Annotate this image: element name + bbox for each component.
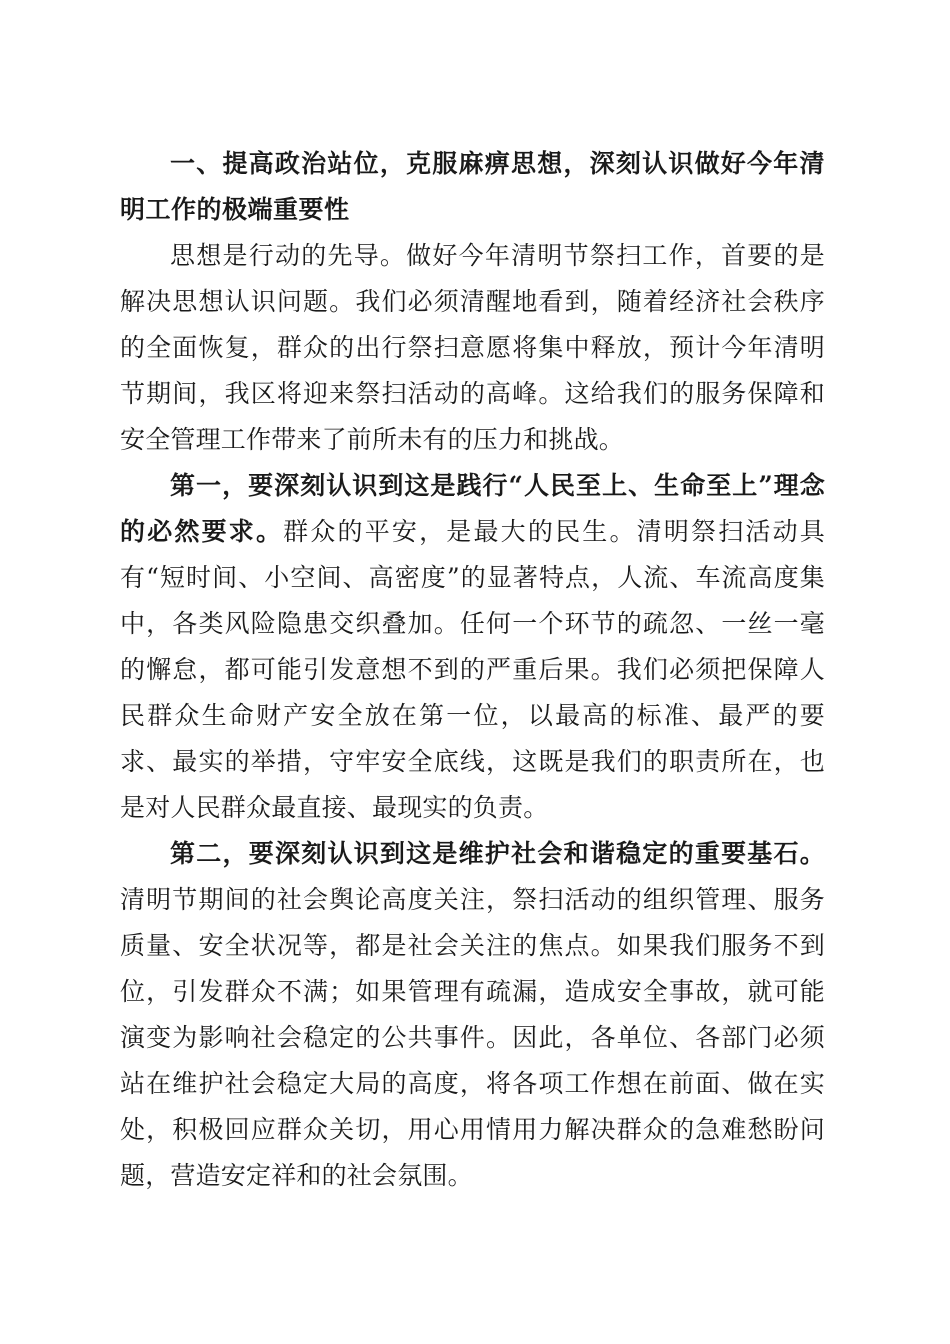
paragraph-second-point — [120, 831, 825, 1199]
document-body — [120, 141, 825, 1199]
paragraph-text: 群众的平安，是最大的民生。清明祭扫活动具有“短时间、小空间、高密度”的显著特点，人流、车流高度集中，各类风险隐患交织叠加。任何一个环节的疏忽、一丝一毫的懈怠，都可能引发意想不到的严重后果。我们必须把保障人民群众生命财产安全放在第一位，以最高的标准、最严的要求、最实的举措，守牢安全底线，这既是我们的职责所在，也是对人民群众最直接、最现实的负责。 — [120, 517, 825, 822]
paragraph-text: 清明节期间的社会舆论高度关注，祭扫活动的组织管理、服务质量、安全状况等，都是社会关注的焦点。如果我们服务不到位，引发群众不满；如果管理有疏漏，造成安全事故，就可能演变为影响社会稳定的公共事件。因此，各单位、各部门必须站在维护社会稳定大局的高度，将各项工作想在前面、做在实处，积极回应群众关切，用心用情用力解决群众的急难愁盼问题，营造安定祥和的社会氛围。 — [120, 885, 825, 1190]
paragraph-intro — [120, 233, 825, 463]
paragraph-first-point — [120, 463, 825, 831]
paragraph-lead: 第一，要深刻认识到这是践行“人民至上、生命至上”理念的必然要求。 — [120, 471, 825, 546]
paragraph-lead: 第二，要深刻认识到这是维护社会和谐稳定的重要基石。 — [170, 839, 825, 868]
section-heading: 一、提高政治站位，克服麻痹思想，深刻认识做好今年清明工作的极端重要性 — [120, 149, 825, 224]
paragraph-text: 思想是行动的先导。做好今年清明节祭扫工作，首要的是解决思想认识问题。我们必须清醒地看到，随着经济社会秩序的全面恢复，群众的出行祭扫意愿将集中释放，预计今年清明节期间，我区将迎来祭扫活动的高峰。这给我们的服务保障和安全管理工作带来了前所未有的压力和挑战。 — [120, 241, 825, 454]
